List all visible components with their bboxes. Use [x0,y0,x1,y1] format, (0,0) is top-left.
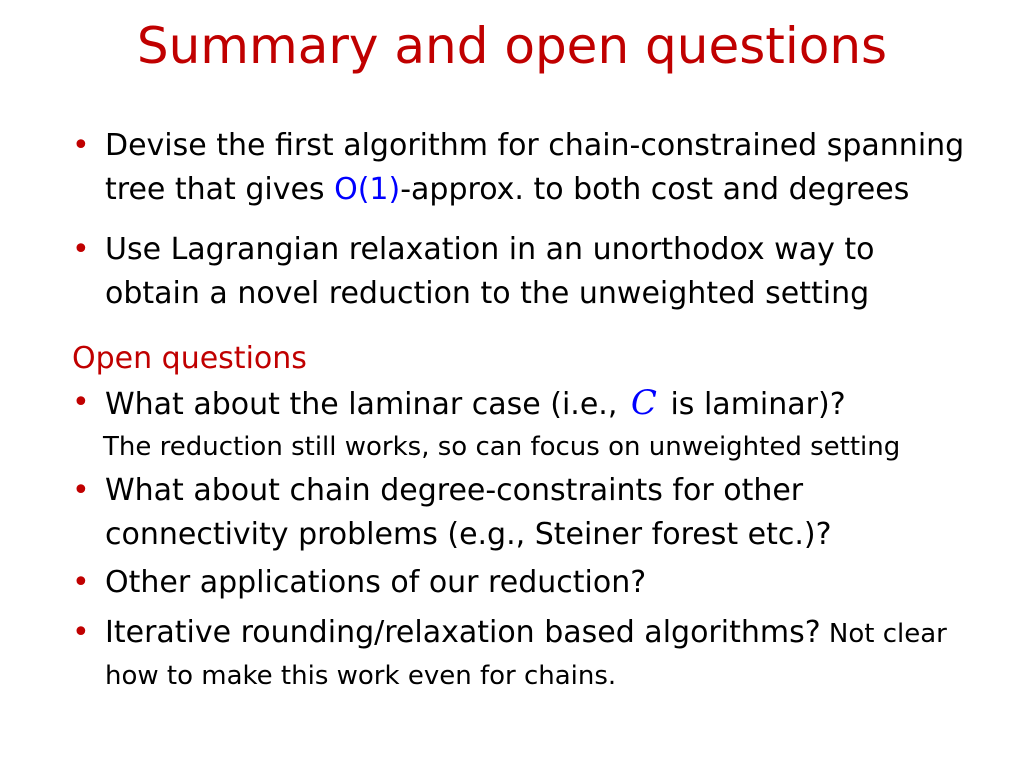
summary-bullet-1-line1: Devise the first algorithm for chain-constrained spanning [105,128,965,163]
summary-bullet-1-line2 [105,168,972,212]
summary-bullet-2-line1: Use Lagrangian relaxation in an unorthodox way to [105,232,875,267]
open-question-2-line1: What about chain degree-constraints for other [105,473,804,508]
open-questions-heading: Open questions [72,341,307,376]
open-question-4-main: Iterative rounding/relaxation based algorithms? [105,615,821,650]
open-question-1-note: The reduction still works, so can focus on unweighted setting [103,432,901,462]
big-o-highlight: O(1) [334,172,401,207]
open-question-4-note: Not clear [820,619,947,649]
summary-bullet-1-text: tree that gives [105,172,335,207]
summary-bullet-2 [72,228,972,316]
open-question-1 [72,381,972,427]
slide-title: Summary and open questions [136,17,888,75]
open-question-3 [72,561,972,605]
calligraphic-c-symbol: C [630,383,657,423]
bullet-marker: • [72,128,90,163]
open-questions-section [72,337,972,696]
summary-bullet-1-text-end: -approx. to both cost and degrees [400,172,910,207]
open-question-3-text: Other applications of our reduction? [105,565,647,600]
open-question-4-line2: how to make this work even for chains. [105,661,617,691]
open-question-2-line2: connectivity problems (e.g., Steiner forest etc.)? [105,517,832,552]
open-question-2 [72,469,972,557]
open-question-1-text [105,381,972,427]
open-question-4 [72,611,972,696]
summary-list [72,124,972,316]
summary-bullet-1 [72,124,972,212]
bullet-marker: • [72,473,90,508]
bullet-marker: • [72,232,90,267]
bullet-marker: • [72,565,90,600]
bullet-marker: • [72,385,90,420]
open-question-1-post: is laminar)? [660,387,846,422]
open-question-4-line1 [105,611,972,656]
bullet-marker: • [72,615,90,650]
open-question-1-pre: What about the laminar case (i.e., [105,387,627,422]
summary-bullet-2-line2: obtain a novel reduction to the unweighted setting [105,276,870,311]
